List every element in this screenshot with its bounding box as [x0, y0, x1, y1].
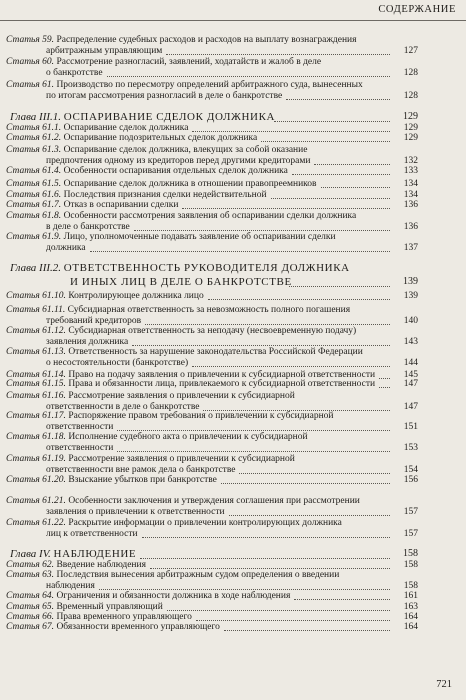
- article-title: Распоряжение правом требования о привлечении к субсидиарной: [68, 411, 334, 421]
- article-label: Статья 61.5.: [6, 179, 62, 189]
- page-reference: 140: [403, 315, 418, 326]
- dot-leader: [229, 515, 390, 516]
- article-title: Права и обязанности лица, привлекаемого к субсидиарной ответственности: [68, 379, 376, 389]
- dot-leader: [286, 99, 390, 100]
- page-reference: 139: [403, 276, 418, 287]
- article-label: Статья 61.9.: [6, 232, 62, 242]
- page-reference: 128: [403, 67, 418, 78]
- entry-continuation-line: [46, 90, 388, 102]
- entry-continuation-line: [46, 45, 388, 57]
- entry-continuation-line: [46, 242, 388, 254]
- entry-first-line: [6, 132, 388, 144]
- page-reference: 139: [403, 291, 418, 301]
- page-reference: 158: [403, 548, 418, 559]
- dot-leader: [294, 599, 390, 600]
- page-reference: 145: [403, 370, 418, 380]
- article-label: Статья 61.20.: [6, 475, 66, 485]
- article-title: Отказ в оспаривании сделки: [63, 200, 179, 210]
- article-title: Ограничения и обязанности должника в ходе наблюдения: [56, 591, 291, 601]
- article-title: Оспаривание подозрительных сделок должника: [63, 133, 258, 143]
- article-title: в деле о банкротстве: [46, 221, 130, 232]
- article-title: арбитражным управляющим: [46, 45, 163, 56]
- article-title: Право на подачу заявления о привлечении к субсидиарной ответственности: [68, 370, 376, 380]
- article-title: Субсидиарная ответственность за неподачу (несвоевременную подачу): [68, 326, 357, 336]
- dot-leader: [142, 537, 390, 538]
- article-label: Статья 61.10.: [6, 291, 66, 301]
- article-title: Последствия вынесения арбитражным судом определения о введении: [56, 570, 340, 580]
- article-title: по итогам рассмотрения разногласий в деле о банкротстве: [46, 90, 283, 101]
- article-label: Статья 61.1.: [6, 123, 62, 133]
- article-label: Статья 61.12.: [6, 326, 66, 336]
- chapter-title: ОТВЕТСТВЕННОСТЬ РУКОВОДИТЕЛЯ ДОЛЖНИКА: [63, 262, 350, 274]
- article-label: Статья 61.3.: [6, 145, 62, 155]
- entry-continuation-line: [46, 67, 388, 79]
- article-title: Введение наблюдения: [56, 560, 146, 570]
- chapter-label: Глава IV.: [10, 548, 51, 560]
- page-reference: 134: [403, 179, 418, 189]
- page-reference: 153: [403, 442, 418, 453]
- page-reference: 137: [403, 242, 418, 253]
- article-title: Рассмотрение заявления о привлечении к субсидиарной: [68, 454, 295, 464]
- article-title: Рассмотрение заявления о привлечении к субсидиарной: [68, 391, 295, 401]
- article-title: Последствия признания сделки недействительной: [63, 190, 267, 200]
- dot-leader: [224, 630, 390, 631]
- article-title: ответственности: [46, 442, 114, 453]
- entry-first-line: [6, 621, 388, 633]
- article-label: Статья 67.: [6, 622, 55, 632]
- article-label: Статья 61.13.: [6, 347, 66, 357]
- page-reference: 156: [403, 475, 418, 485]
- dot-leader: [117, 451, 390, 452]
- page-reference: 163: [403, 602, 418, 612]
- dot-leader: [261, 141, 390, 142]
- dot-leader: [90, 251, 390, 252]
- article-title: Распределение судебных расходов и расходов на выплату вознаграждения: [56, 35, 357, 45]
- entry-first-line: [6, 378, 388, 390]
- article-title: о банкротстве: [46, 67, 103, 78]
- article-title: ответственности: [46, 421, 114, 432]
- dot-leader: [182, 208, 390, 209]
- article-title: ответственности вне рамок дела о банкротстве: [46, 464, 236, 475]
- article-label: Статья 61.18.: [6, 432, 66, 442]
- dot-leader: [208, 299, 390, 300]
- article-title: заявления должника: [46, 336, 129, 347]
- page-reference: 129: [403, 111, 418, 122]
- article-title: Рассмотрение разногласий, заявлений, ходатайств и жалоб в деле: [56, 57, 322, 67]
- entry-continuation-line: [46, 357, 388, 369]
- article-title: Обязанности временного управляющего: [56, 622, 220, 632]
- article-label: Статья 61.4.: [6, 166, 62, 176]
- page-reference: 144: [403, 357, 418, 368]
- article-label: Статья 62.: [6, 560, 55, 570]
- article-label: Статья 61.16.: [6, 391, 66, 401]
- chapter-title: ОСПАРИВАНИЕ СДЕЛОК ДОЛЖНИКА: [63, 111, 276, 123]
- article-title: заявления о привлечении к ответственности: [46, 506, 225, 517]
- article-title: Оспаривание сделок должника в отношении правопреемников: [63, 179, 317, 189]
- article-label: Статья 61.: [6, 80, 55, 90]
- article-title: Особенности оспаривания отдельных сделок должника: [63, 166, 288, 176]
- page-reference: 147: [403, 379, 418, 389]
- article-title: Исполнение судебного акта о привлечении к субсидиарной: [68, 432, 308, 442]
- page-number: 721: [436, 679, 452, 690]
- entry-first-line: [6, 474, 388, 486]
- page-reference: 136: [403, 221, 418, 232]
- article-title: предпочтения одному из кредиторов перед другими кредиторами: [46, 155, 311, 166]
- article-title: о несостоятельности (банкротстве): [46, 357, 189, 368]
- dot-leader: [321, 187, 390, 188]
- article-title: Оспаривание сделок должника, влекущих за собой оказание: [63, 145, 308, 155]
- article-title: наблюдения: [46, 580, 95, 591]
- entry-first-line: [10, 261, 388, 275]
- page-reference: 133: [403, 166, 418, 176]
- article-label: Статья 61.15.: [6, 379, 66, 389]
- page-reference: 151: [403, 421, 418, 432]
- entry-first-line: [6, 290, 388, 302]
- page-reference: 129: [403, 123, 418, 133]
- article-title: Производство по пересмотру определений арбитражного суда, вынесенных: [56, 80, 363, 90]
- page-reference: 157: [403, 528, 418, 539]
- article-label: Статья 61.6.: [6, 190, 62, 200]
- chapter-title: И ИНЫХ ЛИЦ В ДЕЛЕ О БАНКРОТСТВЕ: [70, 276, 292, 288]
- article-label: Статья 61.19.: [6, 454, 66, 464]
- dot-leader: [107, 76, 390, 77]
- chapter-title: НАБЛЮДЕНИЕ: [53, 548, 137, 560]
- entry-continuation-line: [46, 506, 388, 518]
- article-title: должника: [46, 242, 86, 253]
- article-title: Особенности рассмотрения заявления об оспаривании сделки должника: [63, 211, 357, 221]
- article-label: Статья 60.: [6, 57, 55, 67]
- page-reference: 161: [403, 591, 418, 601]
- article-title: Ответственность за нарушение законодательства Российской Федерации: [68, 347, 363, 357]
- page-reference: 129: [403, 133, 418, 143]
- article-title: Субсидиарная ответственность за невозможность полного погашения: [67, 305, 351, 315]
- chapter-label: Глава III.2.: [10, 262, 62, 274]
- article-title: Контролирующее должника лицо: [68, 291, 204, 301]
- page-reference: 127: [403, 45, 418, 56]
- article-label: Статья 61.11.: [6, 305, 66, 315]
- dot-leader: [379, 387, 390, 388]
- page-reference: 164: [403, 612, 418, 622]
- article-title: Особенности заключения и утверждения соглашения при рассмотрении: [68, 496, 360, 506]
- entry-first-line: [6, 165, 388, 177]
- article-label: Статья 61.2.: [6, 133, 62, 143]
- dot-leader: [192, 366, 390, 367]
- article-label: Статья 66.: [6, 612, 55, 622]
- article-label: Статья 63.: [6, 570, 55, 580]
- page-reference: 158: [403, 580, 418, 591]
- article-title: Временный управляющий: [56, 602, 163, 612]
- page-reference: 158: [403, 560, 418, 570]
- page-reference: 134: [403, 190, 418, 200]
- running-title: СОДЕРЖАНИЕ: [378, 4, 456, 15]
- article-label: Статья 61.17.: [6, 411, 66, 421]
- article-title: Взыскание убытков при банкротстве: [68, 475, 217, 485]
- page-reference: 136: [403, 200, 418, 210]
- page-reference: 157: [403, 506, 418, 517]
- article-label: Статья 59.: [6, 35, 55, 45]
- article-label: Статья 61.7.: [6, 200, 62, 210]
- article-title: ответственности в деле о банкротстве: [46, 401, 200, 412]
- article-title: требований кредиторов: [46, 315, 142, 326]
- chapter-label: Глава III.1.: [10, 111, 62, 123]
- page-reference: 154: [403, 464, 418, 475]
- entry-continuation-line: [46, 442, 388, 454]
- article-title: лиц к ответственности: [46, 528, 138, 539]
- article-title: Раскрытие информации о привлечении контролирующих должника: [68, 518, 342, 528]
- dot-leader: [221, 483, 390, 484]
- article-label: Статья 64.: [6, 591, 55, 601]
- article-label: Статья 61.14.: [6, 370, 66, 380]
- page-reference: 147: [403, 401, 418, 412]
- article-label: Статья 61.21.: [6, 496, 66, 506]
- article-title: Права временного управляющего: [56, 612, 192, 622]
- article-label: Статья 61.22.: [6, 518, 66, 528]
- page-reference: 143: [403, 336, 418, 347]
- dot-leader: [166, 54, 390, 55]
- page-reference: 132: [403, 155, 418, 166]
- article-title: Лицо, уполномоченные подавать заявление об оспаривании сделки: [63, 232, 336, 242]
- article-label: Статья 61.8.: [6, 211, 62, 221]
- dot-leader: [289, 286, 390, 287]
- article-label: Статья 65.: [6, 602, 55, 612]
- dot-leader: [292, 174, 390, 175]
- entry-continuation-line: [46, 528, 388, 540]
- page-reference: 128: [403, 90, 418, 101]
- page-reference: 164: [403, 622, 418, 632]
- article-title: Оспаривание сделок должника: [63, 123, 189, 133]
